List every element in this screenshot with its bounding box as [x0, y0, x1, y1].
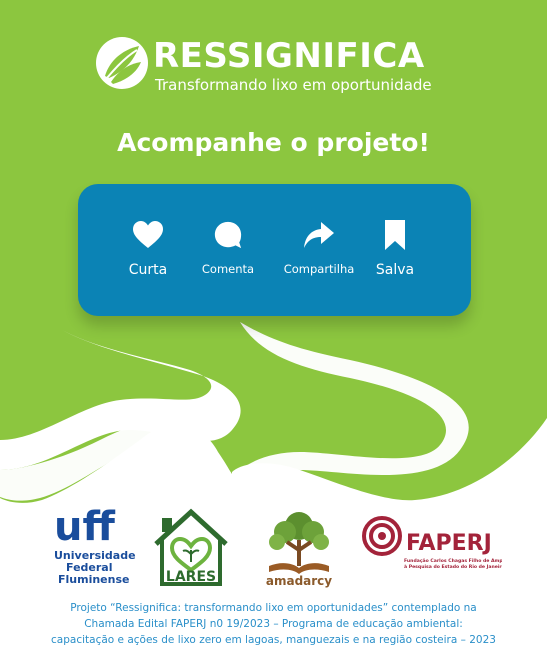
footer-line1: Projeto “Ressignifica: transformando lixo em oportunidades” contemplado na — [70, 602, 477, 614]
share-label: Compartilha — [283, 262, 355, 276]
social-actions-card — [78, 184, 471, 316]
save-label: Salva — [375, 262, 415, 278]
uff-line1: Universidade — [54, 549, 136, 562]
footer-line3: capacitação e ações de lixo zero em lagoas, manguezais e na região costeira – 2023 — [51, 634, 496, 646]
uff-mark-text: uff — [54, 504, 115, 546]
bookmark-icon — [378, 218, 412, 252]
faperj-line1: Fundação Carlos Chagas Filho de Amparo — [404, 559, 502, 564]
brand-name: RESSIGNIFICA — [153, 36, 425, 76]
uff-line3: Fluminense — [58, 573, 130, 586]
amadarcy-tree-icon — [255, 506, 343, 590]
uff-logo — [52, 504, 134, 590]
ressignifica-leaf-logo-icon — [95, 36, 149, 90]
page-title: Acompanhe o projeto! — [117, 128, 430, 157]
comment-button[interactable] — [196, 184, 260, 316]
lares-logo — [150, 504, 232, 592]
share-icon — [302, 218, 336, 252]
lares-name: LARES — [165, 569, 217, 585]
brand-header — [95, 36, 465, 98]
comment-label: Comenta — [201, 262, 255, 276]
like-button[interactable] — [124, 184, 172, 316]
uff-line2: Federal — [66, 561, 113, 574]
footer-text — [0, 600, 547, 648]
amadarcy-name: amadarcy — [265, 574, 333, 588]
faperj-name: FAPERJ — [406, 531, 492, 556]
uff-mark-icon — [52, 504, 134, 546]
faperj-logo — [362, 516, 502, 576]
save-button[interactable] — [371, 184, 419, 316]
partner-logos — [0, 500, 547, 595]
like-label: Curta — [128, 262, 168, 278]
brand-tagline: Transformando lixo em oportunidade — [155, 76, 432, 94]
footer-line2: Chamada Edital FAPERJ n0 19/2023 – Programa de educação ambiental: — [84, 618, 463, 630]
amadarcy-logo — [255, 506, 343, 590]
comment-icon — [211, 218, 245, 252]
faperj-seal-icon — [362, 516, 502, 576]
faperj-line2: à Pesquisa do Estado do Rio de Janeiro — [404, 565, 502, 570]
share-button[interactable] — [281, 184, 357, 316]
heart-icon — [131, 218, 165, 252]
lares-house-icon — [150, 504, 232, 592]
